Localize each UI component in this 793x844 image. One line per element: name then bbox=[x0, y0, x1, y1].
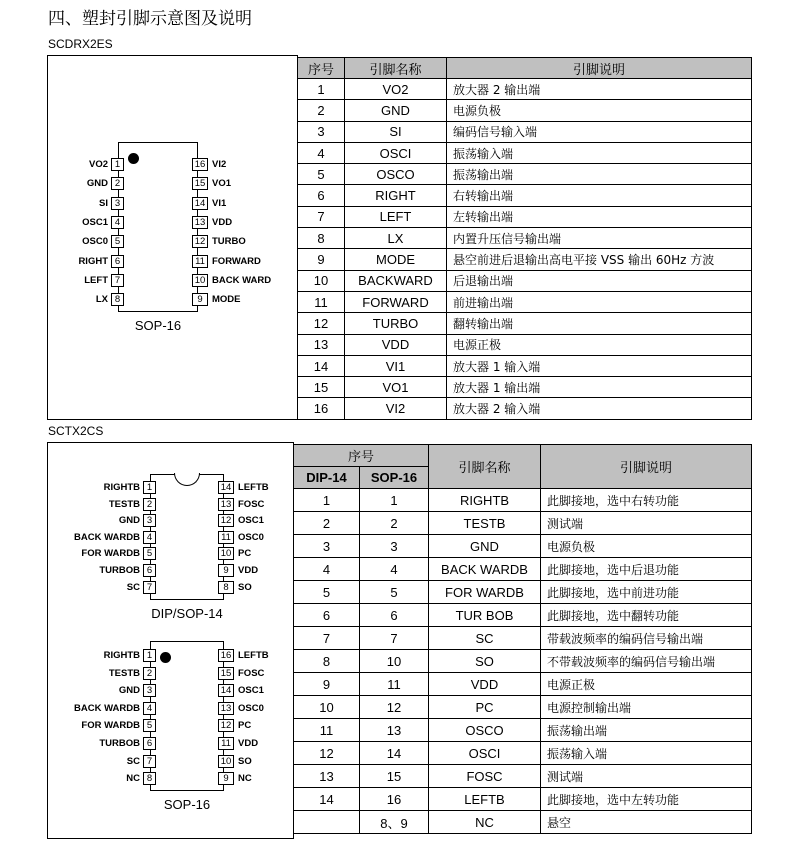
right-pin bbox=[218, 684, 264, 697]
pin-number-box: 13 bbox=[218, 498, 234, 511]
sop16-number: 6 bbox=[360, 604, 429, 627]
sop16-number: 2 bbox=[360, 512, 429, 535]
pin-label: LEFTB bbox=[238, 482, 269, 493]
pin-description: 振荡输出端 bbox=[541, 719, 752, 742]
section2-title: SCTX2CS bbox=[48, 424, 104, 438]
pin-number-box: 15 bbox=[192, 177, 208, 190]
table-row bbox=[294, 604, 752, 627]
pin-name: TURBO bbox=[345, 313, 447, 334]
pin-number-box: 8 bbox=[111, 293, 124, 306]
pin-number-box: 1 bbox=[143, 481, 156, 494]
pin-number-box: 14 bbox=[192, 197, 208, 210]
pin-number: 13 bbox=[298, 334, 345, 355]
pin-label: VDD bbox=[238, 565, 259, 576]
pin-number-box: 3 bbox=[143, 684, 156, 697]
table-row bbox=[298, 206, 752, 227]
left-pin bbox=[109, 498, 156, 511]
chip-body bbox=[150, 641, 224, 791]
right-pin bbox=[218, 514, 264, 527]
left-pin bbox=[81, 719, 156, 732]
pin-label: OSC1 bbox=[82, 216, 108, 228]
left-pin bbox=[127, 755, 156, 768]
right-pin bbox=[218, 702, 264, 715]
table-row bbox=[298, 377, 752, 398]
header-dip14: DIP-14 bbox=[294, 467, 360, 489]
pin-description: 电源正极 bbox=[447, 334, 752, 355]
pin-number-box: 9 bbox=[218, 564, 234, 577]
pin-label: GND bbox=[118, 685, 140, 697]
pin-label: LEFTB bbox=[238, 650, 269, 661]
pin-number: 16 bbox=[298, 398, 345, 419]
pin-label: TURBOB bbox=[99, 738, 140, 749]
pin-description: 此脚接地，选中右转功能 bbox=[541, 489, 752, 512]
left-pin bbox=[87, 177, 124, 190]
pin-label: VO2 bbox=[88, 159, 108, 170]
pin-label: OSC0 bbox=[82, 236, 108, 248]
pin-number: 5 bbox=[298, 164, 345, 185]
pin-number-box: 5 bbox=[143, 547, 156, 560]
table-row bbox=[294, 788, 752, 811]
table-row bbox=[298, 228, 752, 249]
pin-number-box: 2 bbox=[143, 667, 156, 680]
left-pin bbox=[99, 564, 156, 577]
pin-number-box: 4 bbox=[143, 702, 156, 715]
right-pin bbox=[218, 737, 258, 750]
pin-number-box: 7 bbox=[143, 755, 156, 768]
pin-description: 不带载波频率的编码信号输出端 bbox=[541, 650, 752, 673]
table-row bbox=[298, 291, 752, 312]
pin-number-box: 9 bbox=[218, 772, 234, 785]
right-pin bbox=[218, 667, 264, 680]
pin-number-box: 13 bbox=[192, 216, 208, 229]
left-pin bbox=[82, 235, 124, 248]
pin-number-box: 6 bbox=[111, 255, 124, 268]
table-row bbox=[294, 650, 752, 673]
right-pin bbox=[192, 177, 231, 190]
left-pin bbox=[99, 737, 156, 750]
table-row bbox=[298, 121, 752, 142]
right-pin bbox=[192, 235, 246, 248]
pin-label: OSC0 bbox=[238, 702, 264, 714]
pin-name: SO bbox=[429, 650, 541, 673]
pin-label: FOSC bbox=[238, 667, 265, 679]
package-label: SOP-16 bbox=[134, 318, 182, 333]
pin-label: PC bbox=[238, 720, 252, 732]
table-row bbox=[298, 100, 752, 121]
pin1-marker-dot bbox=[128, 153, 139, 164]
dip14-number: 8 bbox=[294, 650, 360, 673]
sop16-number: 3 bbox=[360, 535, 429, 558]
table-row bbox=[294, 742, 752, 765]
left-pin bbox=[81, 547, 156, 560]
pin-number-box: 6 bbox=[143, 564, 156, 577]
table-row bbox=[294, 558, 752, 581]
sop16-number: 13 bbox=[360, 719, 429, 742]
header-seq: 序号 bbox=[298, 58, 345, 79]
pin-description: 振荡输入端 bbox=[447, 142, 752, 163]
pin-description: 电源负极 bbox=[447, 100, 752, 121]
pin-label: VI1 bbox=[212, 197, 227, 209]
pin-number-box: 9 bbox=[192, 293, 208, 306]
pin-name: FOSC bbox=[429, 765, 541, 788]
pin-name: RIGHT bbox=[345, 185, 447, 206]
sop16-number: 7 bbox=[360, 627, 429, 650]
pin-label: TURBOB bbox=[99, 565, 140, 576]
header-pin-name: 引脚名称 bbox=[345, 58, 447, 79]
pin-name: OSCI bbox=[429, 742, 541, 765]
pin-description: 内置升压信号输出端 bbox=[447, 228, 752, 249]
left-pin bbox=[78, 255, 124, 268]
pin-number-box: 14 bbox=[218, 481, 234, 494]
pin-number-box: 4 bbox=[143, 531, 156, 544]
pin-label: BACK WARDB bbox=[74, 702, 140, 714]
table-row bbox=[294, 673, 752, 696]
pin-label: OSC1 bbox=[238, 685, 264, 697]
pin-number-box: 11 bbox=[218, 531, 234, 544]
right-pin bbox=[218, 772, 252, 785]
pin-number: 7 bbox=[298, 206, 345, 227]
dip14-number: 9 bbox=[294, 673, 360, 696]
dip14-number: 12 bbox=[294, 742, 360, 765]
sop16-number: 15 bbox=[360, 765, 429, 788]
pin-description: 悬空 bbox=[541, 811, 752, 834]
pin-number: 1 bbox=[298, 79, 345, 100]
pin-name: BACK WARDB bbox=[429, 558, 541, 581]
section2-pin-table bbox=[293, 444, 752, 834]
pin-name: OSCO bbox=[429, 719, 541, 742]
pin-label: BACK WARDB bbox=[74, 531, 140, 543]
pin-description: 电源控制输出端 bbox=[541, 696, 752, 719]
pin-label: VI2 bbox=[212, 159, 227, 170]
pin-description: 此脚接地，选中后退功能 bbox=[541, 558, 752, 581]
table-row bbox=[294, 696, 752, 719]
pin-number-box: 14 bbox=[218, 684, 234, 697]
pin-number-box: 8 bbox=[218, 581, 234, 594]
package-label: DIP/SOP-14 bbox=[151, 606, 223, 621]
pin-label: GND bbox=[86, 178, 108, 190]
right-pin bbox=[218, 564, 258, 577]
pin-name: NC bbox=[429, 811, 541, 834]
dip14-number: 7 bbox=[294, 627, 360, 650]
right-pin bbox=[192, 255, 261, 268]
sop16-number: 1 bbox=[360, 489, 429, 512]
pin-description: 后退输出端 bbox=[447, 270, 752, 291]
right-pin bbox=[192, 158, 226, 171]
pin1-marker-dot bbox=[160, 652, 171, 663]
table-row bbox=[294, 765, 752, 788]
pin-label: BACK WARD bbox=[212, 274, 272, 286]
pin-description: 编码信号输入端 bbox=[447, 121, 752, 142]
pin-number-box: 5 bbox=[111, 235, 124, 248]
pin-name: FORWARD bbox=[345, 291, 447, 312]
pin-number-box: 11 bbox=[192, 255, 208, 268]
pin-number-box: 8 bbox=[143, 772, 156, 785]
pin-label: MODE bbox=[212, 294, 241, 306]
dip14-number: 5 bbox=[294, 581, 360, 604]
pin-number: 12 bbox=[298, 313, 345, 334]
pin-number-box: 11 bbox=[218, 737, 234, 750]
pin-name: SI bbox=[345, 121, 447, 142]
pin-name: TUR BOB bbox=[429, 604, 541, 627]
pin-label: LEFT bbox=[84, 274, 108, 286]
table-row bbox=[298, 334, 752, 355]
page-title: 四、塑封引脚示意图及说明 bbox=[48, 9, 252, 29]
pin-label: VDD bbox=[212, 216, 233, 228]
pin-description: 放大器 1 输出端 bbox=[447, 377, 752, 398]
pin-label: VO1 bbox=[212, 178, 232, 190]
left-pin bbox=[89, 158, 124, 171]
pin-label: SI bbox=[99, 197, 108, 209]
right-pin bbox=[192, 274, 271, 287]
pin-number-box: 7 bbox=[111, 274, 124, 287]
pin-label: RIGHTB bbox=[103, 650, 140, 661]
package-label: SOP-16 bbox=[163, 797, 211, 812]
pin-number-box: 2 bbox=[111, 177, 124, 190]
chip-body bbox=[150, 474, 224, 600]
right-pin bbox=[192, 197, 226, 210]
dip14-number: 2 bbox=[294, 512, 360, 535]
pin-label: RIGHT bbox=[78, 255, 108, 267]
pin-description: 电源负极 bbox=[541, 535, 752, 558]
pin-description: 前进输出端 bbox=[447, 291, 752, 312]
pin-number: 15 bbox=[298, 377, 345, 398]
pin-description: 振荡输出端 bbox=[447, 164, 752, 185]
pin-number-box: 1 bbox=[111, 158, 124, 171]
pin-name: GND bbox=[429, 535, 541, 558]
pin-description: 振荡输入端 bbox=[541, 742, 752, 765]
pin-label: RIGHTB bbox=[103, 482, 140, 493]
pin-name: SC bbox=[429, 627, 541, 650]
pin-description: 放大器 2 输入端 bbox=[447, 398, 752, 419]
pin-name: LEFTB bbox=[429, 788, 541, 811]
pin-label: SC bbox=[126, 755, 140, 767]
right-pin bbox=[192, 216, 232, 229]
right-pin bbox=[218, 547, 251, 560]
pin-number-box: 16 bbox=[192, 158, 208, 171]
pin-description: 带载波频率的编码信号输出端 bbox=[541, 627, 752, 650]
pin-number-box: 12 bbox=[192, 235, 208, 248]
pin-number: 2 bbox=[298, 100, 345, 121]
pin-name: TESTB bbox=[429, 512, 541, 535]
sop16-number: 5 bbox=[360, 581, 429, 604]
table-row bbox=[298, 398, 752, 419]
pin-description: 翻转输出端 bbox=[447, 313, 752, 334]
pin-label: SO bbox=[238, 755, 252, 767]
sop16-number: 10 bbox=[360, 650, 429, 673]
pin-label: TESTB bbox=[108, 667, 140, 679]
left-pin bbox=[99, 197, 124, 210]
pin-description: 放大器 2 输出端 bbox=[447, 79, 752, 100]
dip14-number: 4 bbox=[294, 558, 360, 581]
table-row bbox=[298, 270, 752, 291]
pin-number: 4 bbox=[298, 142, 345, 163]
header-pin-name: 引脚名称 bbox=[429, 445, 541, 489]
pin-label: SC bbox=[126, 581, 140, 593]
table-row bbox=[294, 811, 752, 834]
pin-number: 3 bbox=[298, 121, 345, 142]
right-pin bbox=[218, 649, 269, 662]
pin-number-box: 3 bbox=[143, 514, 156, 527]
left-pin bbox=[109, 667, 156, 680]
pin-name: BACKWARD bbox=[345, 270, 447, 291]
dip14-number: 11 bbox=[294, 719, 360, 742]
pin-number-box: 6 bbox=[143, 737, 156, 750]
right-pin bbox=[218, 481, 269, 494]
pin-number-box: 1 bbox=[143, 649, 156, 662]
table-row bbox=[294, 581, 752, 604]
pin-label: OSC0 bbox=[238, 531, 264, 543]
sop16-number: 14 bbox=[360, 742, 429, 765]
chip-body bbox=[118, 142, 198, 312]
pin-description: 放大器 1 输入端 bbox=[447, 355, 752, 376]
pin-name: PC bbox=[429, 696, 541, 719]
pin-number-box: 16 bbox=[218, 649, 234, 662]
header-pin-desc: 引脚说明 bbox=[541, 445, 752, 489]
left-pin bbox=[104, 649, 156, 662]
left-pin bbox=[96, 293, 124, 306]
pin-label: GND bbox=[118, 515, 140, 527]
pin-label: SO bbox=[238, 581, 252, 593]
left-pin bbox=[74, 531, 156, 544]
pin-number-box: 2 bbox=[143, 498, 156, 511]
pin-label: FOR WARDB bbox=[81, 548, 140, 560]
dip14-number: 1 bbox=[294, 489, 360, 512]
table-row bbox=[294, 512, 752, 535]
left-pin bbox=[84, 274, 124, 287]
pin-number: 9 bbox=[298, 249, 345, 270]
pin-number-box: 5 bbox=[143, 719, 156, 732]
pin-number-box: 7 bbox=[143, 581, 156, 594]
dip14-number: 14 bbox=[294, 788, 360, 811]
pin-name: VO2 bbox=[345, 79, 447, 100]
pin-name: VDD bbox=[345, 334, 447, 355]
pin-description: 此脚接地，选中翻转功能 bbox=[541, 604, 752, 627]
pin-name: VI1 bbox=[345, 355, 447, 376]
pin-label: NC bbox=[126, 773, 140, 785]
dip14-number: 3 bbox=[294, 535, 360, 558]
pin-number-box: 3 bbox=[111, 197, 124, 210]
left-pin bbox=[119, 514, 156, 527]
header-sop16: SOP-16 bbox=[360, 467, 429, 489]
left-pin bbox=[104, 481, 156, 494]
pin-number: 6 bbox=[298, 185, 345, 206]
pin-name: VO1 bbox=[345, 377, 447, 398]
sop16-number: 4 bbox=[360, 558, 429, 581]
right-pin bbox=[218, 498, 264, 511]
sop16-number: 12 bbox=[360, 696, 429, 719]
pin-number: 11 bbox=[298, 291, 345, 312]
pin-name: LX bbox=[345, 228, 447, 249]
pin-number-box: 13 bbox=[218, 702, 234, 715]
pin-name: GND bbox=[345, 100, 447, 121]
pin-name: OSCI bbox=[345, 142, 447, 163]
pin-name: RIGHTB bbox=[429, 489, 541, 512]
right-pin bbox=[218, 719, 251, 732]
pin-label: FOR WARDB bbox=[81, 720, 140, 732]
pin-label: NC bbox=[238, 773, 252, 785]
pin-number: 14 bbox=[298, 355, 345, 376]
pin-description: 测试端 bbox=[541, 512, 752, 535]
dip14-number: 13 bbox=[294, 765, 360, 788]
pin-label: VDD bbox=[238, 738, 259, 749]
pin-number-box: 12 bbox=[218, 514, 234, 527]
pin-label: TESTB bbox=[108, 498, 140, 510]
pin-label: OSC1 bbox=[238, 515, 264, 527]
pin-name: VDD bbox=[429, 673, 541, 696]
right-pin bbox=[218, 531, 264, 544]
pin-name: LEFT bbox=[345, 206, 447, 227]
pin-description: 测试端 bbox=[541, 765, 752, 788]
table-row bbox=[294, 719, 752, 742]
sop16-number: 8、9 bbox=[360, 811, 429, 834]
right-pin bbox=[218, 581, 252, 594]
table-row bbox=[298, 249, 752, 270]
pin-label: PC bbox=[238, 548, 252, 560]
dip14-number: 10 bbox=[294, 696, 360, 719]
table-row bbox=[298, 355, 752, 376]
pin-number-box: 10 bbox=[218, 547, 234, 560]
table-row bbox=[298, 142, 752, 163]
table-row bbox=[294, 535, 752, 558]
right-pin bbox=[192, 293, 241, 306]
pin-description: 此脚接地，选中前进功能 bbox=[541, 581, 752, 604]
pin-label: TURBO bbox=[212, 236, 246, 248]
left-pin bbox=[119, 684, 156, 697]
pin-description: 电源正极 bbox=[541, 673, 752, 696]
header-pin-desc: 引脚说明 bbox=[447, 58, 752, 79]
pin-description: 悬空前进后退输出高电平接 VSS 输出 60Hz 方波 bbox=[447, 249, 752, 270]
left-pin bbox=[127, 581, 156, 594]
left-pin bbox=[82, 216, 124, 229]
table-row bbox=[298, 79, 752, 100]
pin-number: 8 bbox=[298, 228, 345, 249]
pin-number: 10 bbox=[298, 270, 345, 291]
dip14-number bbox=[294, 811, 360, 834]
pin-number-box: 10 bbox=[218, 755, 234, 768]
sop16-number: 16 bbox=[360, 788, 429, 811]
table-row bbox=[298, 164, 752, 185]
pin-description: 左转输出端 bbox=[447, 206, 752, 227]
section1-title: SCDRX2ES bbox=[48, 37, 113, 51]
pin-description: 此脚接地，选中左转功能 bbox=[541, 788, 752, 811]
header-seq: 序号 bbox=[294, 445, 429, 467]
sop16-number: 11 bbox=[360, 673, 429, 696]
left-pin bbox=[74, 702, 156, 715]
right-pin bbox=[218, 755, 252, 768]
pin-label: FORWARD bbox=[212, 255, 261, 267]
table-row bbox=[294, 489, 752, 512]
pin-name: OSCO bbox=[345, 164, 447, 185]
table-row bbox=[298, 185, 752, 206]
pin-number-box: 12 bbox=[218, 719, 234, 732]
table-row bbox=[294, 627, 752, 650]
pin-number-box: 15 bbox=[218, 667, 234, 680]
table-row bbox=[298, 313, 752, 334]
pin-name: VI2 bbox=[345, 398, 447, 419]
section1-pin-table bbox=[297, 57, 752, 420]
pin-name: FOR WARDB bbox=[429, 581, 541, 604]
pin-label: FOSC bbox=[238, 498, 265, 510]
left-pin bbox=[126, 772, 156, 785]
dip14-number: 6 bbox=[294, 604, 360, 627]
pin-description: 右转输出端 bbox=[447, 185, 752, 206]
pin-number-box: 4 bbox=[111, 216, 124, 229]
pin-name: MODE bbox=[345, 249, 447, 270]
pin-label: LX bbox=[95, 294, 108, 306]
pin-number-box: 10 bbox=[192, 274, 208, 287]
